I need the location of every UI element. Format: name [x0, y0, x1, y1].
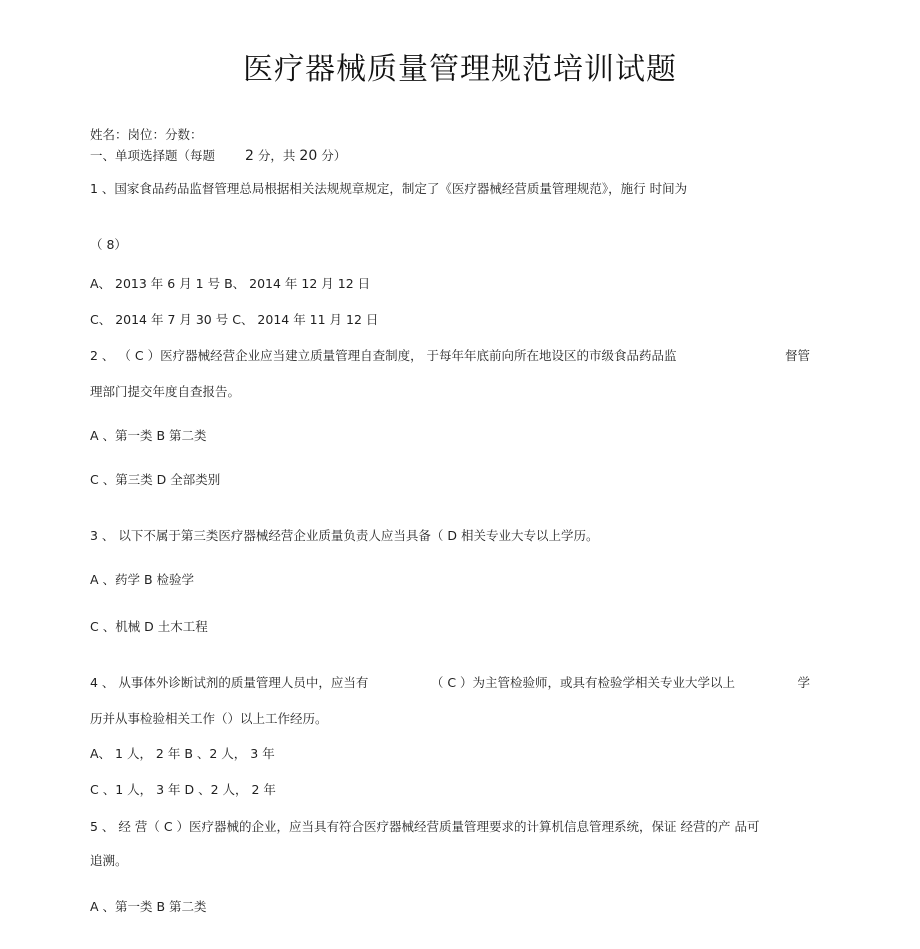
section-prefix: 一、单项选择题（每题	[90, 148, 216, 163]
q5-stem-line1: 5 、 经 营（ C ）医疗器械的企业，应当具有符合医疗器械经营质量管理要求的计算机信息管理系统，保证 经营的产 品可	[90, 819, 760, 834]
q5-options-ab: A 、第一类 B 第二类	[90, 899, 207, 914]
q2-options-ab: A 、第一类 B 第二类	[90, 428, 207, 443]
q3-stem: 3 、 以下不属于第三类医疗器械经营企业质量负责人应当具备（ D 相关专业大专以上学历。	[90, 528, 599, 543]
q4-options-cd: C 、1 人， 3 年 D 、2 人， 2 年	[90, 782, 276, 797]
header-info: 姓名：岗位：分数：	[90, 127, 203, 142]
q2-options-cd: C 、第三类 D 全部类别	[90, 472, 221, 487]
q4-stem-part1: 4 、 从事体外诊断试剂的质量管理人员中，应当有	[90, 675, 369, 690]
q2-stem-line2: 理部门提交年度自查报告。	[90, 384, 241, 399]
q2-stem-part2: 督管	[784, 348, 810, 363]
section-total: 20	[299, 148, 318, 164]
q4-stem-part3: 学	[797, 675, 810, 690]
q4-stem-line2: 历并从事检验相关工作（）以上工作经历。	[90, 711, 328, 726]
q2-stem-line1	[90, 347, 810, 365]
section-points-each: 2	[245, 148, 254, 164]
q4-stem-line1	[90, 674, 810, 692]
q5-stem-line2: 追溯。	[90, 853, 128, 868]
q1-options-cd: C、 2014 年 7 月 30 号 C、 2014 年 11 月 12 日	[90, 312, 379, 327]
q2-stem-part1: 2 、 （ C ）医疗器械经营企业应当建立质量管理自查制度， 于每年年底前向所在地设区的市级食品药品监	[90, 348, 677, 363]
q1-stem-line2: （ 8）	[90, 237, 127, 252]
section-suffix: 分）	[321, 148, 347, 163]
q3-options-ab: A 、药学 B 检验学	[90, 572, 195, 587]
q4-stem-part2: （ C ）为主管检验师，或具有检验学相关专业大学以上	[430, 675, 736, 690]
q4-options-ab: A、 1 人， 2 年 B 、2 人， 3 年	[90, 746, 275, 761]
q1-stem-line1: 1 、国家食品药品监督管理总局根据相关法规规章规定，制定了《医疗器械经营质量管理规范》，施行 时间为	[90, 181, 688, 196]
document-title: 医疗器械质量管理规范培训试题	[243, 52, 677, 87]
section-heading	[90, 147, 810, 165]
q3-options-cd: C 、机械 D 土木工程	[90, 619, 208, 634]
section-mid: 分，共	[257, 148, 296, 163]
q1-options-ab: A、 2013 年 6 月 1 号 B、 2014 年 12 月 12 日	[90, 276, 371, 291]
